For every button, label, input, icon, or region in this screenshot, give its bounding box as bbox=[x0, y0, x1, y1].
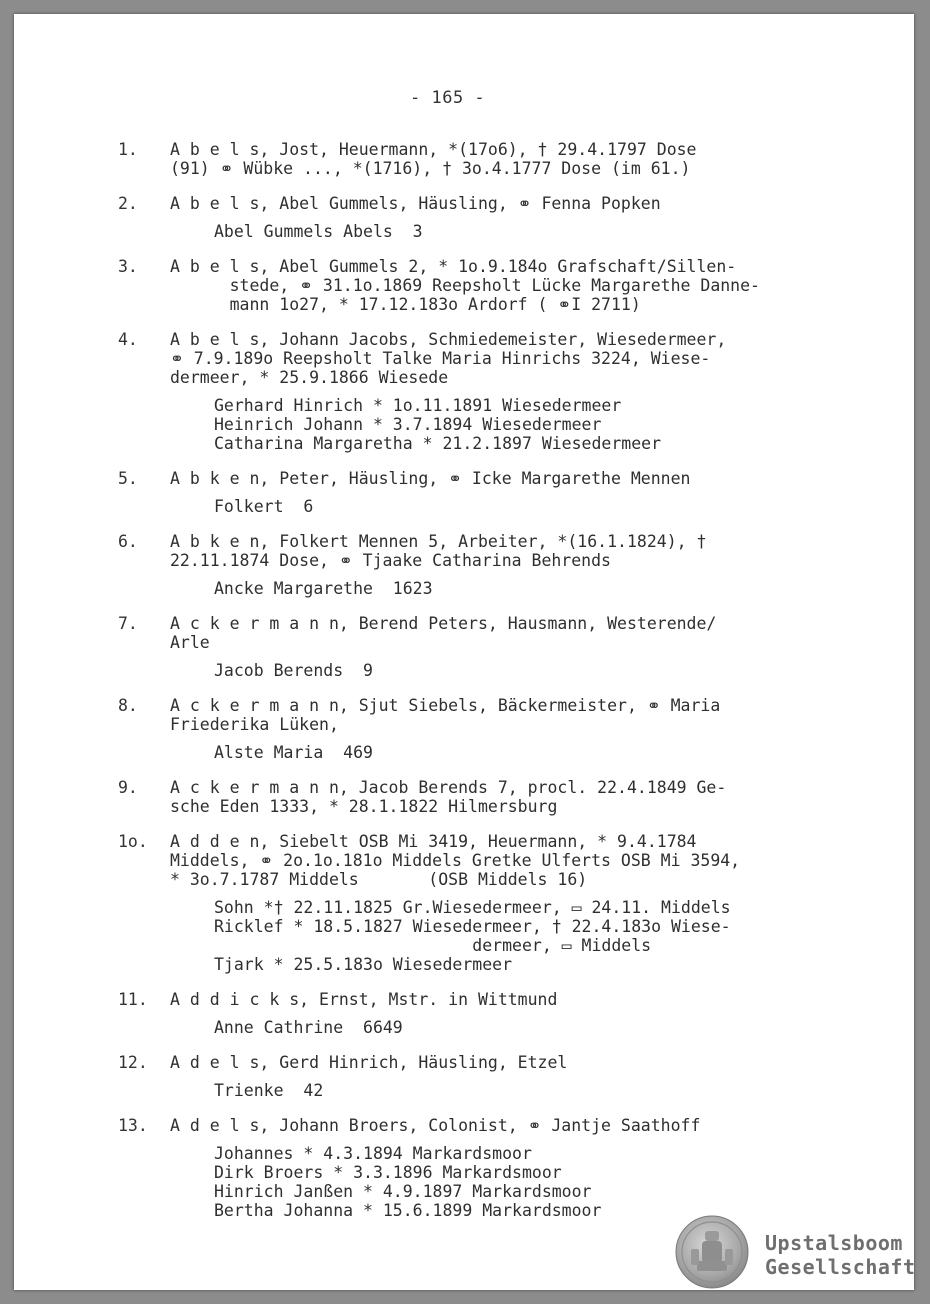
genealogy-entry bbox=[118, 194, 818, 241]
entry-text bbox=[170, 696, 818, 734]
brand-line-2: Gesellschaft bbox=[765, 1255, 916, 1279]
entry-number: 9. bbox=[118, 778, 138, 797]
child-item: Gerhard Hinrich * 1o.11.1891 Wiesedermeer bbox=[214, 396, 622, 415]
child-item: Hinrich Janßen * 4.9.1897 Markardsmoor bbox=[214, 1182, 592, 1201]
entry-number: 4. bbox=[118, 330, 138, 349]
children-list bbox=[214, 497, 818, 516]
entry-text bbox=[170, 990, 818, 1009]
genealogy-entry bbox=[118, 990, 818, 1037]
entry-line: 22.11.1874 Dose, ⚭ Tjaake Catharina Behrends bbox=[170, 551, 611, 570]
entry-number: 2. bbox=[118, 194, 138, 213]
children-list bbox=[214, 743, 818, 762]
child-item: Heinrich Johann * 3.7.1894 Wiesedermeer bbox=[214, 415, 602, 434]
children-list bbox=[214, 661, 818, 680]
entry-text bbox=[170, 778, 818, 816]
genealogy-entry bbox=[118, 1116, 818, 1220]
child-item: Jacob Berends 9 bbox=[214, 661, 373, 680]
genealogy-entry bbox=[118, 140, 818, 178]
child-item: Anne Cathrine 6649 bbox=[214, 1018, 403, 1037]
entry-text bbox=[170, 140, 818, 178]
children-list bbox=[214, 579, 818, 598]
child-item: Trienke 42 bbox=[214, 1081, 324, 1100]
entry-line: A b e l s, Abel Gummels 2, * 1o.9.184o Grafschaft/Sillen- bbox=[170, 257, 737, 276]
entry-text bbox=[170, 832, 818, 889]
entry-line: A c k e r m a n n, Berend Peters, Hausmann, Westerende/ bbox=[170, 614, 717, 633]
genealogy-entry bbox=[118, 469, 818, 516]
entry-line: A b e l s, Jost, Heuermann, *(17o6), † 29.4.1797 Dose bbox=[170, 140, 697, 159]
entry-line: dermeer, * 25.9.1866 Wiesede bbox=[170, 368, 449, 387]
entry-text bbox=[170, 1116, 818, 1135]
entry-number: 6. bbox=[118, 532, 138, 551]
child-item: Abel Gummels Abels 3 bbox=[214, 222, 423, 241]
child-item: Bertha Johanna * 15.6.1899 Markardsmoor bbox=[214, 1201, 602, 1220]
entry-line: sche Eden 1333, * 28.1.1822 Hilmersburg bbox=[170, 797, 558, 816]
entry-line: Middels, ⚭ 2o.1o.181o Middels Gretke Ulferts OSB Mi 3594, bbox=[170, 851, 741, 870]
entry-line: ⚭ 7.9.189o Reepsholt Talke Maria Hinrichs 3224, Wiese- bbox=[170, 349, 711, 368]
entry-line: A b e l s, Abel Gummels, Häusling, ⚭ Fenna Popken bbox=[170, 194, 661, 213]
entry-line: A c k e r m a n n, Sjut Siebels, Bäckermeister, ⚭ Maria bbox=[170, 696, 721, 715]
children-list bbox=[214, 898, 818, 974]
seal-icon bbox=[675, 1215, 749, 1289]
child-item: Ancke Margarethe 1623 bbox=[214, 579, 433, 598]
brand-line-1: Upstalsboom bbox=[765, 1231, 903, 1255]
document-page bbox=[14, 14, 914, 1290]
entry-number: 1o. bbox=[118, 832, 148, 851]
entry-number: 1. bbox=[118, 140, 138, 159]
genealogy-entry bbox=[118, 257, 818, 314]
genealogy-entry bbox=[118, 614, 818, 680]
genealogy-entry bbox=[118, 778, 818, 816]
entry-line: Arle bbox=[170, 633, 210, 652]
entry-line: A d d e n, Siebelt OSB Mi 3419, Heuermann, * 9.4.1784 bbox=[170, 832, 697, 851]
genealogy-entry bbox=[118, 1053, 818, 1100]
entry-text bbox=[170, 330, 818, 387]
entry-number: 12. bbox=[118, 1053, 148, 1072]
child-item: Dirk Broers * 3.3.1896 Markardsmoor bbox=[214, 1163, 562, 1182]
entry-line: Friederika Lüken, bbox=[170, 715, 339, 734]
entry-text bbox=[170, 194, 818, 213]
entry-line: A d d i c k s, Ernst, Mstr. in Wittmund bbox=[170, 990, 558, 1009]
children-list bbox=[214, 1081, 818, 1100]
child-item: Ricklef * 18.5.1827 Wiesedermeer, † 22.4.183o Wiese- bbox=[214, 917, 731, 936]
entry-number: 7. bbox=[118, 614, 138, 633]
children-list bbox=[214, 396, 818, 453]
child-item: Folkert 6 bbox=[214, 497, 314, 516]
genealogy-entry bbox=[118, 832, 818, 974]
genealogy-entry bbox=[118, 330, 818, 453]
entry-line: A d e l s, Johann Broers, Colonist, ⚭ Jantje Saathoff bbox=[170, 1116, 701, 1135]
entry-line: * 3o.7.1787 Middels (OSB Middels 16) bbox=[170, 870, 588, 889]
entry-number: 8. bbox=[118, 696, 138, 715]
child-item: Johannes * 4.3.1894 Markardsmoor bbox=[214, 1144, 532, 1163]
brand-logo bbox=[765, 1231, 916, 1279]
entry-number: 13. bbox=[118, 1116, 148, 1135]
entry-number: 3. bbox=[118, 257, 138, 276]
entry-number: 11. bbox=[118, 990, 148, 1009]
child-item: Catharina Margaretha * 21.2.1897 Wiesedermeer bbox=[214, 434, 662, 453]
entry-line: mann 1o27, * 17.12.183o Ardorf ( ⚭I 2711) bbox=[170, 295, 641, 314]
entry-line: A d e l s, Gerd Hinrich, Häusling, Etzel bbox=[170, 1053, 568, 1072]
entry-line: A c k e r m a n n, Jacob Berends 7, procl. 22.4.1849 Ge- bbox=[170, 778, 727, 797]
children-list bbox=[214, 222, 818, 241]
entry-line: A b e l s, Johann Jacobs, Schmiedemeister, Wiesedermeer, bbox=[170, 330, 727, 349]
genealogy-entry bbox=[118, 696, 818, 762]
entry-list bbox=[118, 140, 818, 1236]
entry-line: A b k e n, Peter, Häusling, ⚭ Icke Margarethe Mennen bbox=[170, 469, 691, 488]
child-item: Tjark * 25.5.183o Wiesedermeer bbox=[214, 955, 513, 974]
entry-text bbox=[170, 257, 818, 314]
genealogy-entry bbox=[118, 532, 818, 598]
entry-line: A b k e n, Folkert Mennen 5, Arbeiter, *(16.1.1824), † bbox=[170, 532, 707, 551]
entry-text bbox=[170, 1053, 818, 1072]
child-item: dermeer, ▭ Middels bbox=[214, 936, 652, 955]
entry-text bbox=[170, 532, 818, 570]
entry-text bbox=[170, 614, 818, 652]
child-item: Sohn *† 22.11.1825 Gr.Wiesedermeer, ▭ 24.11. Middels bbox=[214, 898, 731, 917]
child-item: Alste Maria 469 bbox=[214, 743, 373, 762]
page-number: - 165 - bbox=[410, 88, 486, 108]
entry-line: stede, ⚭ 31.1o.1869 Reepsholt Lücke Margarethe Danne- bbox=[170, 276, 760, 295]
entry-text bbox=[170, 469, 818, 488]
entry-line: (91) ⚭ Wübke ..., *(1716), † 3o.4.1777 Dose (im 61.) bbox=[170, 159, 691, 178]
entry-number: 5. bbox=[118, 469, 138, 488]
children-list bbox=[214, 1018, 818, 1037]
children-list bbox=[214, 1144, 818, 1220]
